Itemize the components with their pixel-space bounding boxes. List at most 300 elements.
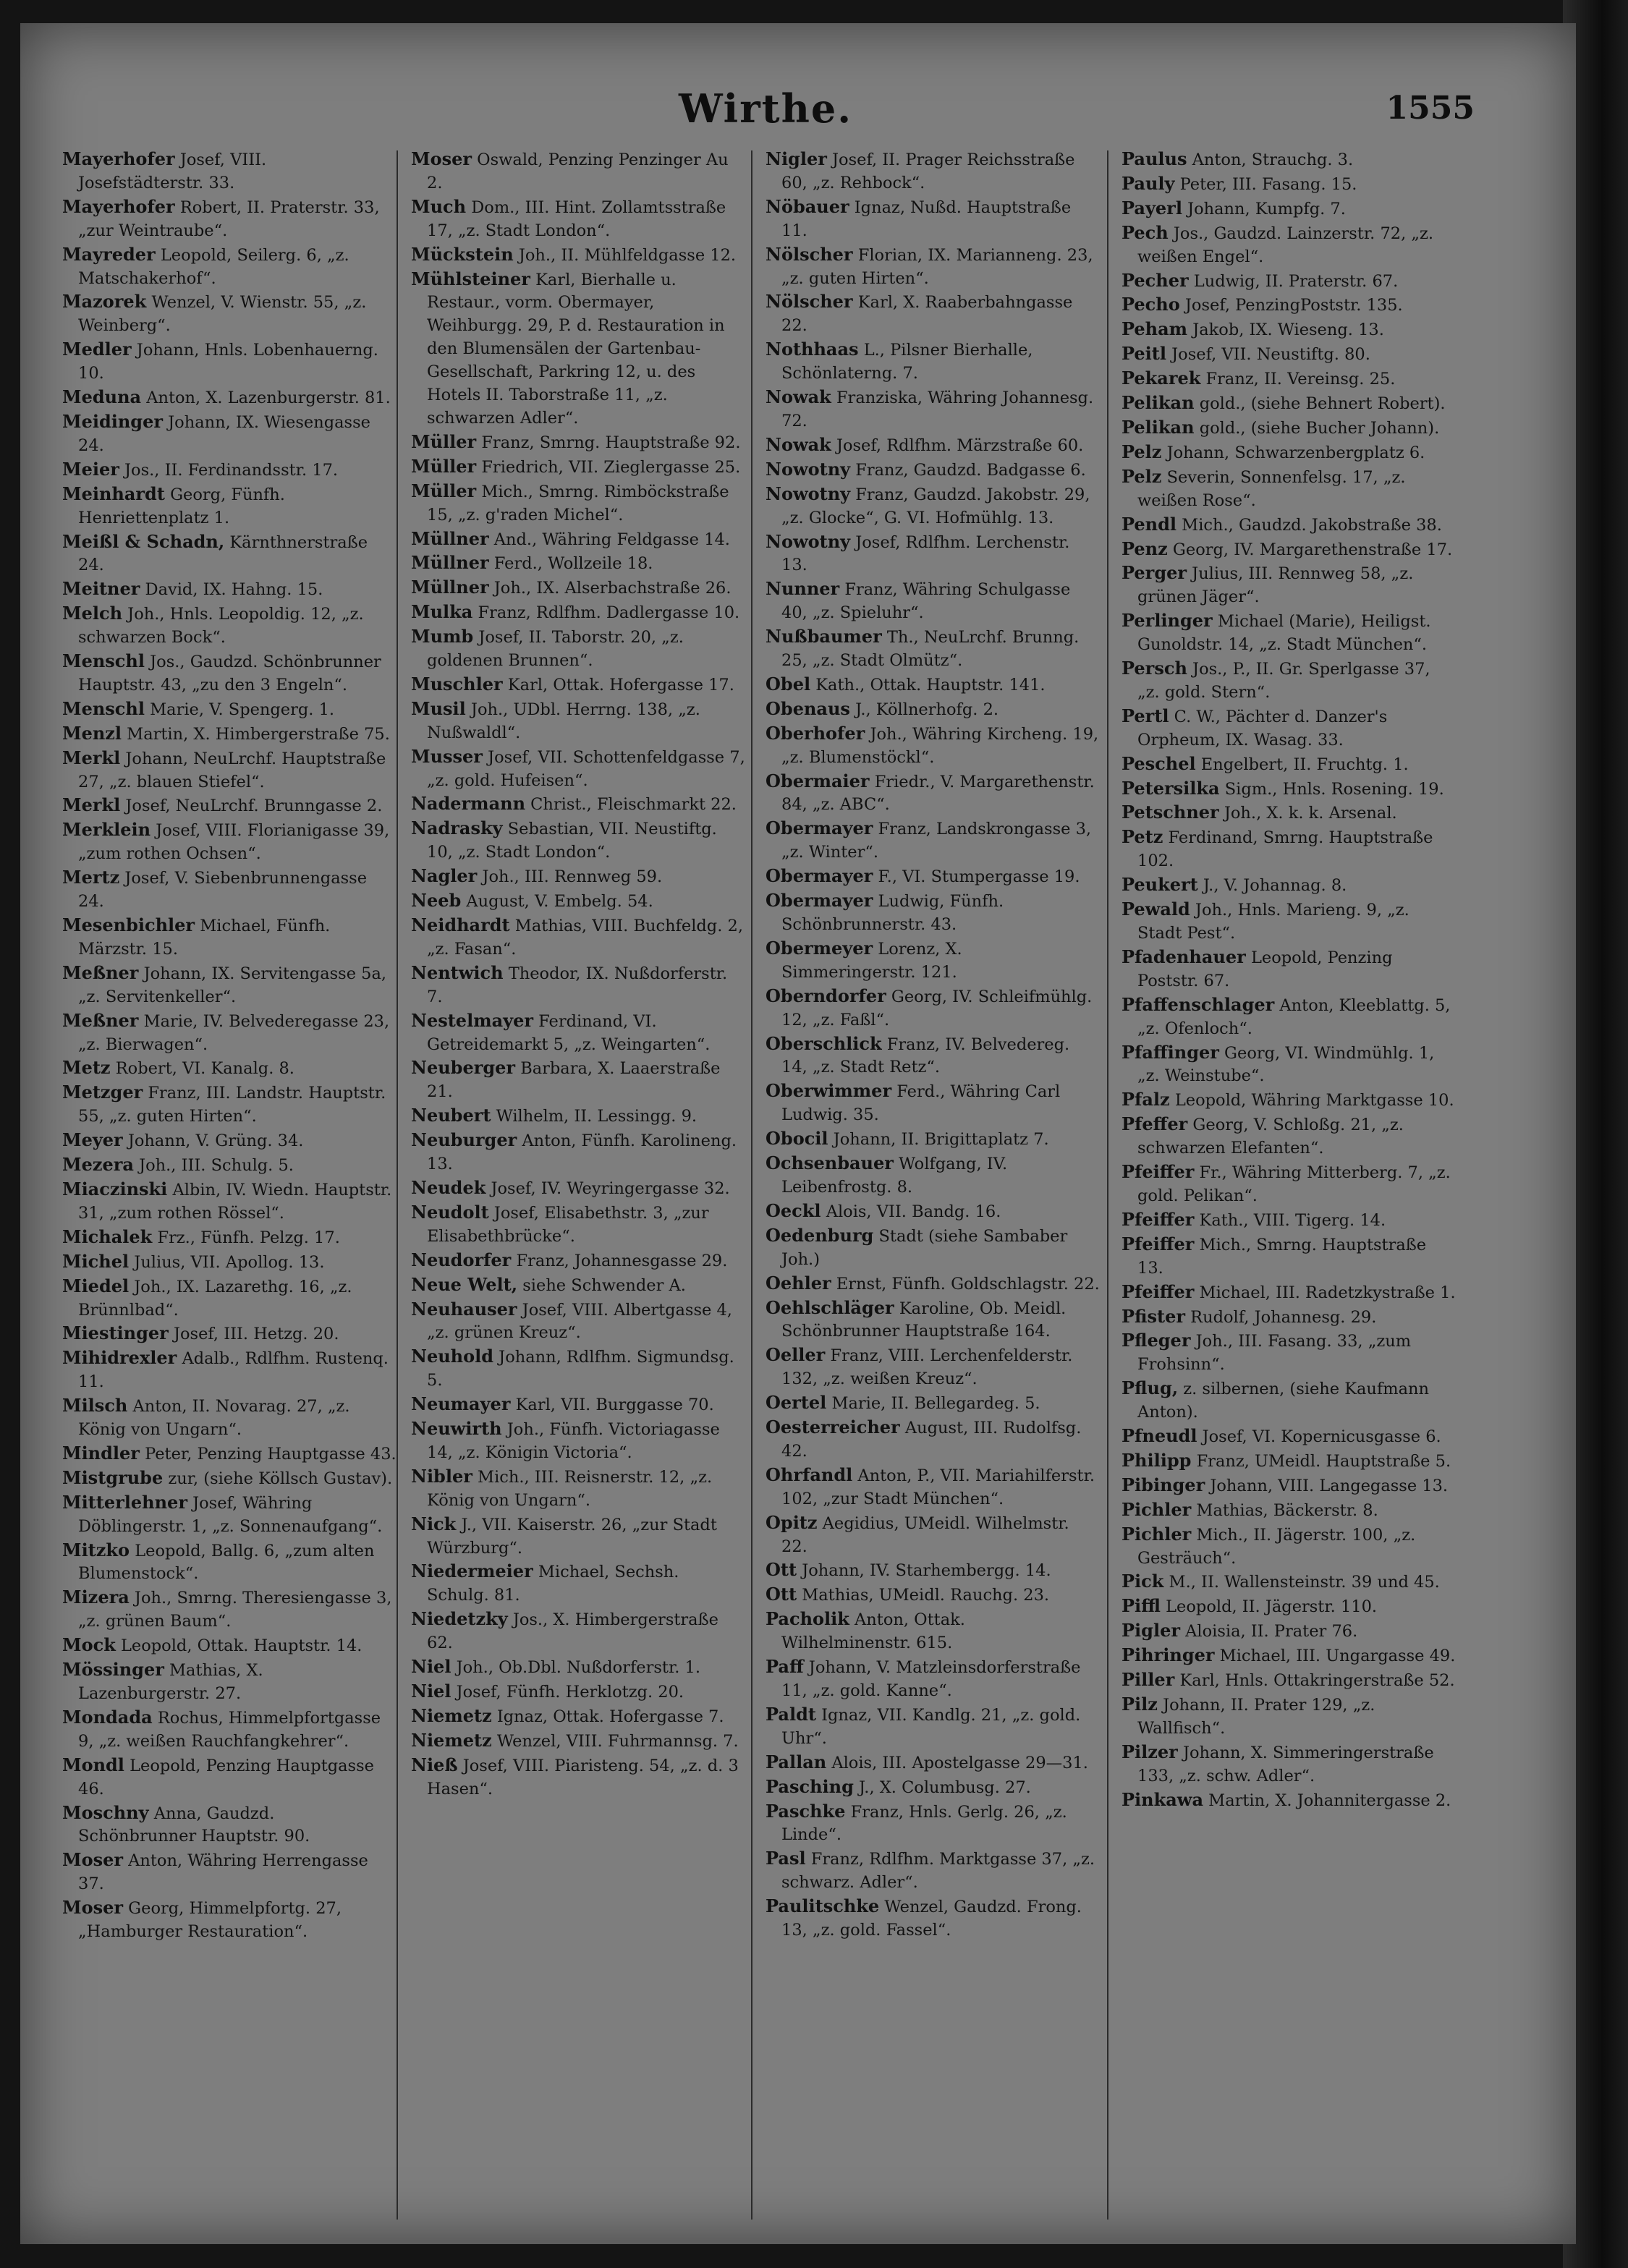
directory-entry (766, 865, 1100, 889)
entry-details: Ferd., Währing Carl Ludwig. 35. (781, 1082, 1061, 1125)
entry-surname: Musser (411, 745, 483, 767)
directory-entry (411, 1129, 745, 1176)
directory-entry (766, 1800, 1100, 1848)
entry-details: Mich., III. Reisnerstr. 12, „z. König von Ungarn“. (427, 1467, 713, 1510)
column-3 (766, 148, 1100, 2231)
page-title: Wirthe. (678, 85, 853, 132)
entry-details: Jakob, IX. Wieseng. 13. (1187, 320, 1384, 340)
entry-surname: Pilzer (1122, 1741, 1178, 1762)
directory-entry (62, 530, 397, 578)
entry-details: Leopold, Penzing Hauptgasse 46. (78, 1756, 374, 1798)
entry-details: Alois, VII. Bandg. 16. (821, 1202, 1001, 1221)
entry-details: Michael (Marie), Heiligst. Gunoldstr. 14, „z. Stadt München“. (1137, 612, 1431, 655)
directory-entry (62, 722, 397, 747)
entry-details: Josef, NeuLrchf. Brunngasse 2. (120, 797, 383, 816)
entry-surname: Pflug, (1122, 1377, 1179, 1399)
entry-surname: Nestelmayer (411, 1009, 533, 1031)
directory-entry (1122, 367, 1456, 391)
directory-entry (62, 195, 397, 243)
entry-surname: Pecho (1122, 294, 1180, 315)
directory-entry (411, 1298, 745, 1346)
entry-surname: Oertel (766, 1392, 827, 1414)
entry-surname: Paulitschke (766, 1895, 880, 1917)
entry-surname: Meitner (62, 578, 140, 600)
entry-surname: Merkl (62, 794, 121, 816)
directory-entry (766, 722, 1100, 770)
directory-entry (62, 1153, 397, 1178)
entry-surname: Pigler (1122, 1620, 1180, 1641)
entry-surname: Niemetz (411, 1729, 492, 1751)
entry-details: Joh., Smrng. Theresiengasse 3, „z. grünen Baum“. (78, 1589, 392, 1631)
entry-details: Anton, P., VII. Mariahilferstr. 102, „zur Stadt München“. (781, 1466, 1095, 1508)
directory-entry (62, 650, 397, 697)
directory-entry (1122, 1693, 1456, 1741)
entry-surname: Pasching (766, 1775, 854, 1797)
entry-surname: Oehler (766, 1272, 831, 1294)
entry-details: Joh., II. Mühlfeldgasse 12. (513, 245, 737, 265)
directory-entry (766, 1655, 1100, 1703)
entry-surname: Mindler (62, 1442, 140, 1464)
entry-surname: Müllner (411, 552, 489, 574)
directory-entry (1122, 1160, 1456, 1208)
entry-surname: Müllner (411, 577, 489, 598)
directory-entry (411, 1009, 745, 1057)
directory-entry (766, 1464, 1100, 1511)
entry-surname: Menschl (62, 650, 145, 672)
directory-entry (766, 1391, 1100, 1416)
directory-entry (766, 1703, 1100, 1751)
directory-entry (1122, 269, 1456, 294)
directory-entry (766, 817, 1100, 865)
directory-entry (766, 1511, 1100, 1559)
entry-surname: Pfeiffer (1122, 1161, 1195, 1183)
directory-entry (411, 480, 745, 527)
directory-entry (411, 961, 745, 1009)
directory-entry (1122, 441, 1456, 465)
entry-details: Johann, X. Simmeringerstraße 133, „z. schw. Adler“. (1137, 1743, 1434, 1785)
directory-entry (1122, 342, 1456, 367)
entry-details: Josef, VIII. Florianigasse 39, „zum rothen Ochsen“. (78, 821, 390, 864)
entry-details: J., VII. Kaiserstr. 26, „zur Stadt Würzburg“. (427, 1515, 717, 1558)
entry-details: Frz., Fünfh. Pelzg. 17. (152, 1228, 340, 1247)
directory-entry (62, 338, 397, 386)
directory-entry (766, 1224, 1100, 1272)
entry-surname: Pilz (1122, 1694, 1158, 1715)
entry-surname: Pihringer (1122, 1644, 1215, 1666)
entry-surname: Obermayer (766, 817, 873, 839)
entry-surname: Moser (411, 148, 472, 169)
entry-surname: Mayreder (62, 243, 156, 265)
entry-surname: Piffl (1122, 1595, 1161, 1617)
directory-entry (62, 1322, 397, 1346)
directory-entry (766, 1583, 1100, 1607)
entry-details: Robert, VI. Kanalg. 8. (110, 1059, 294, 1079)
entry-surname: Meier (62, 458, 119, 480)
directory-entry (62, 1491, 397, 1539)
entry-surname: Nußbaumer (766, 626, 882, 647)
entry-surname: Neuhauser (411, 1298, 517, 1320)
entry-details: Severin, Sonnenfelsg. 17, „z. weißen Rose“. (1137, 467, 1406, 510)
directory-entry (411, 1056, 745, 1104)
directory-entry (62, 866, 397, 914)
entry-surname: Pelz (1122, 441, 1162, 462)
entry-surname: Neumayer (411, 1393, 511, 1415)
entry-details: Ludwig, II. Praterstr. 67. (1188, 271, 1399, 291)
entry-surname: Nunner (766, 578, 840, 600)
entry-surname: Neuberger (411, 1057, 516, 1079)
entry-surname: Pfeiffer (1122, 1280, 1195, 1302)
directory-entry (1122, 1329, 1456, 1377)
column-rule (397, 150, 398, 2220)
directory-entry (766, 1152, 1100, 1199)
entry-surname: Nothhaas (766, 339, 859, 360)
entry-details: Johann, II. Prater 129, „z. Wallfisch“. (1137, 1696, 1375, 1738)
entry-surname: Obermayer (766, 890, 873, 912)
entry-details: Jos., II. Ferdinandsstr. 17. (119, 460, 339, 480)
column-4 (1122, 148, 1456, 2231)
directory-entry (1122, 825, 1456, 873)
entry-surname: Pech (1122, 221, 1169, 243)
entry-details: August, V. Embelg. 54. (461, 892, 653, 912)
entry-surname: Petz (1122, 826, 1163, 848)
entry-surname: Pfeffer (1122, 1113, 1188, 1135)
directory-entry (411, 527, 745, 552)
directory-entry (1122, 1424, 1456, 1449)
directory-entry (1122, 197, 1456, 221)
entry-details: Engelbert, II. Fruchtg. 1. (1195, 755, 1409, 774)
entry-surname: Müller (411, 430, 477, 452)
entry-surname: Pallan (766, 1751, 827, 1772)
entry-details: z. silbernen, (siehe Kaufmann Anton). (1137, 1380, 1429, 1422)
entry-surname: Niel (411, 1681, 451, 1702)
entry-details: Anton, Strauchg. 3. (1187, 150, 1354, 169)
directory-entry (411, 243, 745, 268)
entry-details: Wenzel, VIII. Fuhrmannsg. 7. (491, 1731, 739, 1751)
directory-entry (1122, 1208, 1456, 1233)
entry-surname: Philipp (1122, 1449, 1192, 1471)
entry-surname: Neidhardt (411, 914, 510, 935)
entry-details: Marie, II. Bellegardeg. 5. (826, 1394, 1040, 1414)
directory-entry (411, 1704, 745, 1729)
directory-entry (766, 1199, 1100, 1224)
entry-details: Georg, IV. Schleifmühlg. 12, „z. Faßl“. (781, 987, 1093, 1029)
directory-entry (766, 1127, 1100, 1152)
directory-entry (62, 1226, 397, 1250)
entry-details: Josef, IV. Weyringergasse 32. (486, 1178, 730, 1198)
directory-entry (1122, 1570, 1456, 1594)
entry-details: Josef, Rdlfhm. Lerchenstr. 13. (781, 532, 1070, 575)
entry-surname: Nowotny (766, 530, 851, 552)
entry-details: Anton, Fünfh. Karolineng. 13. (427, 1131, 737, 1174)
entry-surname: Meßner (62, 961, 139, 983)
directory-entry (62, 243, 397, 291)
entry-surname: Meinhardt (62, 483, 165, 504)
entry-details: L., Pilsner Bierhalle, Schönlaterng. 7. (781, 341, 1033, 383)
directory-entry (411, 576, 745, 600)
entry-surname: Menzl (62, 722, 122, 744)
entry-details: Joh., X. k. k. Arsenal. (1218, 804, 1397, 823)
entry-details: Johann, Rdlfhm. Sigmundsg. 5. (427, 1348, 734, 1390)
entry-details: Franz, Gaudzd. Badgasse 6. (850, 460, 1086, 480)
entry-details: Karl, Hnls. Ottakringerstraße 52. (1174, 1671, 1455, 1691)
entry-details: Leopold, Penzing Poststr. 67. (1137, 948, 1393, 990)
entry-details: gold., (siehe Behnert Robert). (1194, 394, 1446, 414)
entry-surname: Perger (1122, 562, 1187, 584)
directory-entry (411, 1465, 745, 1513)
entry-details: Kärnthnerstraße 24. (78, 532, 368, 575)
directory-entry (62, 818, 397, 866)
directory-entry (411, 1729, 745, 1754)
directory-entry (62, 1081, 397, 1129)
entry-details: Josef, II. Prager Reichsstraße 60, „z. Rehbock“. (781, 150, 1075, 192)
entry-details: Johann, IV. Starhembergg. 14. (797, 1561, 1051, 1581)
entry-details: Leopold, II. Jägerstr. 110. (1160, 1597, 1378, 1617)
directory-entry (411, 1249, 745, 1273)
directory-entry (1122, 1788, 1456, 1813)
entry-surname: Pfeiffer (1122, 1208, 1195, 1230)
entry-details: Joh., IX. Lazarethg. 16, „z. Brünnlbad“. (78, 1277, 352, 1320)
entry-surname: Mistgrube (62, 1466, 164, 1488)
directory-entry (766, 1607, 1100, 1655)
directory-entry (411, 1607, 745, 1655)
entry-surname: Pecher (1122, 269, 1189, 291)
entry-surname: Michel (62, 1250, 130, 1272)
entry-details: Anton, Kleeblattg. 5, „z. Ofenloch“. (1137, 995, 1451, 1038)
entry-surname: Mückstein (411, 243, 514, 265)
entry-surname: Pfneudl (1122, 1425, 1197, 1447)
entry-surname: Pelikan (1122, 416, 1195, 438)
directory-entry (1122, 705, 1456, 752)
entry-details: Rochus, Himmelpfortgasse 9, „z. weißen Rauchfangkehrer“. (78, 1708, 381, 1751)
entry-surname: Nagler (411, 865, 478, 887)
directory-entry (1122, 1474, 1456, 1498)
directory-entry (62, 577, 397, 602)
entry-details: Johann, II. Brigittaplatz 7. (828, 1130, 1049, 1150)
entry-details: Stadt (siehe Sambaber Joh.) (781, 1226, 1068, 1269)
directory-entry (411, 1393, 745, 1417)
entry-surname: Moser (62, 1897, 123, 1919)
entry-surname: Peschel (1122, 752, 1196, 774)
entry-details: Michael, Sechsh. Schulg. 81. (427, 1563, 679, 1605)
entry-details: Josef, V. Siebenbrunnengasse 24. (78, 869, 368, 912)
entry-details: Joh., III. Rennweg 59. (477, 867, 663, 887)
entry-surname: Petersilka (1122, 777, 1220, 799)
entry-details: Ignaz, VII. Kandlg. 21, „z. gold. Uhr“. (781, 1705, 1081, 1748)
directory-entry (766, 433, 1100, 458)
entry-details: Ferdinand, VI. Getreidemarkt 5, „z. Weingarten“. (427, 1011, 711, 1054)
entry-surname: Mezera (62, 1154, 134, 1176)
entry-surname: Pichler (1122, 1498, 1192, 1520)
entry-details: Johann, IX. Servitengasse 5a, „z. Servitenkeller“. (78, 964, 387, 1006)
entry-surname: Oberschlick (766, 1032, 882, 1054)
directory-entry (411, 1176, 745, 1201)
directory-entry (62, 410, 397, 458)
entry-details: Johann, IX. Wiesengasse 24. (78, 412, 370, 455)
entry-surname: Nigler (766, 148, 827, 169)
directory-entry (1122, 946, 1456, 993)
entry-details: Sebastian, VII. Neustiftg. 10, „z. Stadt London“. (427, 820, 717, 862)
directory-entry (411, 1417, 745, 1465)
entry-surname: Pfalz (1122, 1089, 1170, 1110)
directory-entry (62, 1056, 397, 1081)
entry-details: Josef, Rdlfhm. Märzstraße 60. (831, 436, 1084, 455)
directory-entry (766, 1079, 1100, 1127)
entry-surname: Nadermann (411, 793, 526, 815)
directory-entry (1122, 221, 1456, 269)
entry-details: Mathias, VIII. Buchfeldg. 2, „z. Fasan“. (427, 917, 743, 959)
entry-details: Barbara, X. Laaerstraße 21. (427, 1059, 721, 1102)
entry-surname: Petschner (1122, 802, 1219, 823)
directory-entry (1122, 1594, 1456, 1619)
directory-entry (1122, 1644, 1456, 1668)
entry-details: Kath., Ottak. Hauptstr. 141. (810, 675, 1046, 695)
directory-entry (766, 290, 1100, 338)
entry-surname: Neuwirth (411, 1418, 502, 1440)
entry-surname: Obermaier (766, 770, 870, 791)
entry-details: Joh., Hnls. Leopoldig. 12, „z. schwarzen Bock“. (78, 605, 364, 647)
directory-entry (411, 455, 745, 480)
entry-surname: Pertl (1122, 705, 1169, 726)
entry-surname: Obel (766, 673, 811, 695)
entry-details: Ferdinand, Smrng. Hauptstraße 102. (1137, 828, 1433, 871)
entry-surname: Pichler (1122, 1523, 1192, 1545)
entry-surname: Pauly (1122, 172, 1175, 194)
directory-entry (1122, 1449, 1456, 1474)
entry-surname: Pfaffinger (1122, 1041, 1219, 1063)
entry-details: Joh., Ob.Dbl. Nußdorferstr. 1. (451, 1658, 701, 1678)
entry-surname: Obenaus (766, 697, 850, 719)
entry-details: Leopold, Seilerg. 6, „z. Matschakerhof“. (78, 245, 349, 288)
entry-surname: Obermeyer (766, 937, 873, 959)
entry-details: Sigm., Hnls. Rosening. 19. (1219, 779, 1444, 799)
directory-entry (1122, 1233, 1456, 1280)
directory-entry (411, 551, 745, 576)
entry-surname: Oberwimmer (766, 1080, 892, 1102)
entry-details: Josef, VII. Neustiftg. 80. (1166, 345, 1370, 365)
entry-details: Friedr., V. Margarethenstr. 84, „z. ABC“. (781, 772, 1095, 815)
entry-surname: Merkl (62, 747, 121, 768)
directory-entry (62, 1442, 397, 1466)
directory-entry (1122, 538, 1456, 562)
directory-entry (62, 1801, 397, 1849)
entry-details: Theodor, IX. Nußdorferstr. 7. (427, 964, 728, 1006)
entry-details: Ludwig, Fünfh. Schönbrunnerstr. 43. (781, 892, 1004, 934)
directory-entry (1122, 752, 1456, 777)
entry-surname: Ott (766, 1584, 797, 1605)
directory-entry (766, 625, 1100, 673)
entry-surname: Ott (766, 1559, 797, 1581)
directory-entry (411, 1201, 745, 1249)
entry-surname: Metzger (62, 1082, 143, 1103)
page-number: 1555 (1386, 90, 1475, 127)
directory-entry (62, 1634, 397, 1658)
entry-surname: Moschny (62, 1801, 149, 1823)
entry-details: Joh., IX. Alserbachstraße 26. (488, 579, 732, 598)
entry-details: Kath., VIII. Tigerg. 14. (1194, 1210, 1386, 1230)
entry-details: Wenzel, Gaudzd. Frong. 13, „z. gold. Fassel“. (781, 1898, 1082, 1940)
entry-surname: Neuhold (411, 1346, 494, 1367)
entry-surname: Ohrfandl (766, 1464, 853, 1485)
directory-entry (62, 1706, 397, 1754)
entry-surname: Nowotny (766, 458, 851, 480)
directory-entry (1122, 416, 1456, 441)
entry-details: Leopold, Ottak. Hauptstr. 14. (115, 1636, 363, 1656)
entry-surname: Pinkawa (1122, 1788, 1204, 1810)
entry-details: Josef, VIII. Josefstädterstr. 33. (78, 150, 267, 192)
entry-details: Florian, IX. Marianneng. 23, „z. guten Hirten“. (781, 245, 1093, 288)
directory-entry (1122, 993, 1456, 1041)
directory-entry (766, 937, 1100, 985)
entry-details: Peter, Penzing Hauptgasse 43. (139, 1444, 397, 1464)
entry-surname: Pfaffenschlager (1122, 993, 1275, 1015)
entry-details: siehe Schwender A. (517, 1275, 686, 1295)
entry-surname: Neuburger (411, 1129, 517, 1151)
entry-details: Mich., Smrng. Rimböckstraße 15, „z. g'raden Michel“. (427, 482, 729, 524)
entry-surname: Oberhofer (766, 722, 865, 744)
entry-surname: Ochsenbauer (766, 1152, 894, 1174)
entry-surname: Neudolt (411, 1201, 489, 1223)
entry-surname: Pelikan (1122, 392, 1195, 414)
entry-details: J., X. Columbusg. 27. (853, 1778, 1031, 1797)
entry-surname: Obermayer (766, 865, 873, 887)
entry-details: Franz, UMeidl. Hauptstraße 5. (1191, 1451, 1451, 1471)
entry-surname: Muschler (411, 673, 503, 695)
entry-details: zur, (siehe Köllsch Gustav). (163, 1469, 393, 1488)
directory-entry (62, 747, 397, 794)
directory-entry (62, 1250, 397, 1275)
directory-entry (1122, 513, 1456, 538)
directory-entry (62, 961, 397, 1009)
directory-entry (766, 577, 1100, 625)
column-1 (62, 148, 397, 2231)
entry-surname: Mondl (62, 1754, 124, 1775)
entry-details: Mich., Gaudzd. Jakobstraße 38. (1177, 515, 1442, 535)
entry-details: Ignaz, Ottak. Hofergasse 7. (491, 1707, 724, 1726)
entry-details: Josef, VIII. Piaristeng. 54, „z. d. 3 Hasen“. (427, 1756, 739, 1798)
directory-entry (62, 1129, 397, 1153)
entry-details: Josef, VII. Schottenfeldgasse 7, „z. gold. Hufeisen“. (427, 747, 745, 790)
entry-details: Wolfgang, IV. Leibenfrostg. 8. (781, 1155, 1008, 1197)
entry-surname: Mayerhofer (62, 195, 175, 217)
entry-details: Wilhelm, II. Lessingg. 9. (491, 1107, 698, 1126)
entry-surname: Mitterlehner (62, 1491, 187, 1513)
directory-entry (62, 1586, 397, 1634)
directory-entry (411, 1513, 745, 1560)
entry-details: Georg, VI. Windmühlg. 1, „z. Weinstube“. (1137, 1043, 1435, 1086)
directory-entry (766, 1272, 1100, 1296)
directory-entry (766, 770, 1100, 817)
entry-details: Ernst, Fünfh. Goldschlagstr. 22. (831, 1274, 1100, 1294)
entry-details: Franz, Rdlfhm. Dadlergasse 10. (472, 603, 740, 623)
entry-details: C. W., Pächter d. Danzer's Orpheum, IX. Wasag. 33. (1137, 707, 1388, 749)
directory-entry (62, 1658, 397, 1706)
entry-surname: Mulka (411, 601, 473, 623)
entry-surname: Pewald (1122, 899, 1190, 920)
entry-details: Johann, Hnls. Lobenhauerng. 10. (78, 341, 378, 383)
directory-entry (62, 914, 397, 961)
entry-surname: Moser (62, 1849, 123, 1871)
entry-surname: Michalek (62, 1226, 153, 1247)
entry-surname: Perlinger (1122, 610, 1213, 632)
entry-details: Anton, Ottak. Wilhelminenstr. 615. (781, 1610, 965, 1653)
entry-surname: Nibler (411, 1465, 472, 1487)
entry-surname: Pfister (1122, 1305, 1186, 1327)
entry-details: Anton, II. Novarag. 27, „z. König von Ungarn“. (78, 1397, 350, 1440)
entry-details: Michael, III. Radetzkystraße 1. (1194, 1283, 1456, 1302)
directory-entry (62, 1394, 397, 1442)
entry-details: Franz, III. Landstr. Hauptstr. 55, „z. guten Hirten“. (78, 1084, 386, 1126)
entry-details: Joh., UDbl. Herrng. 138, „z. Nußwaldl“. (427, 700, 700, 742)
